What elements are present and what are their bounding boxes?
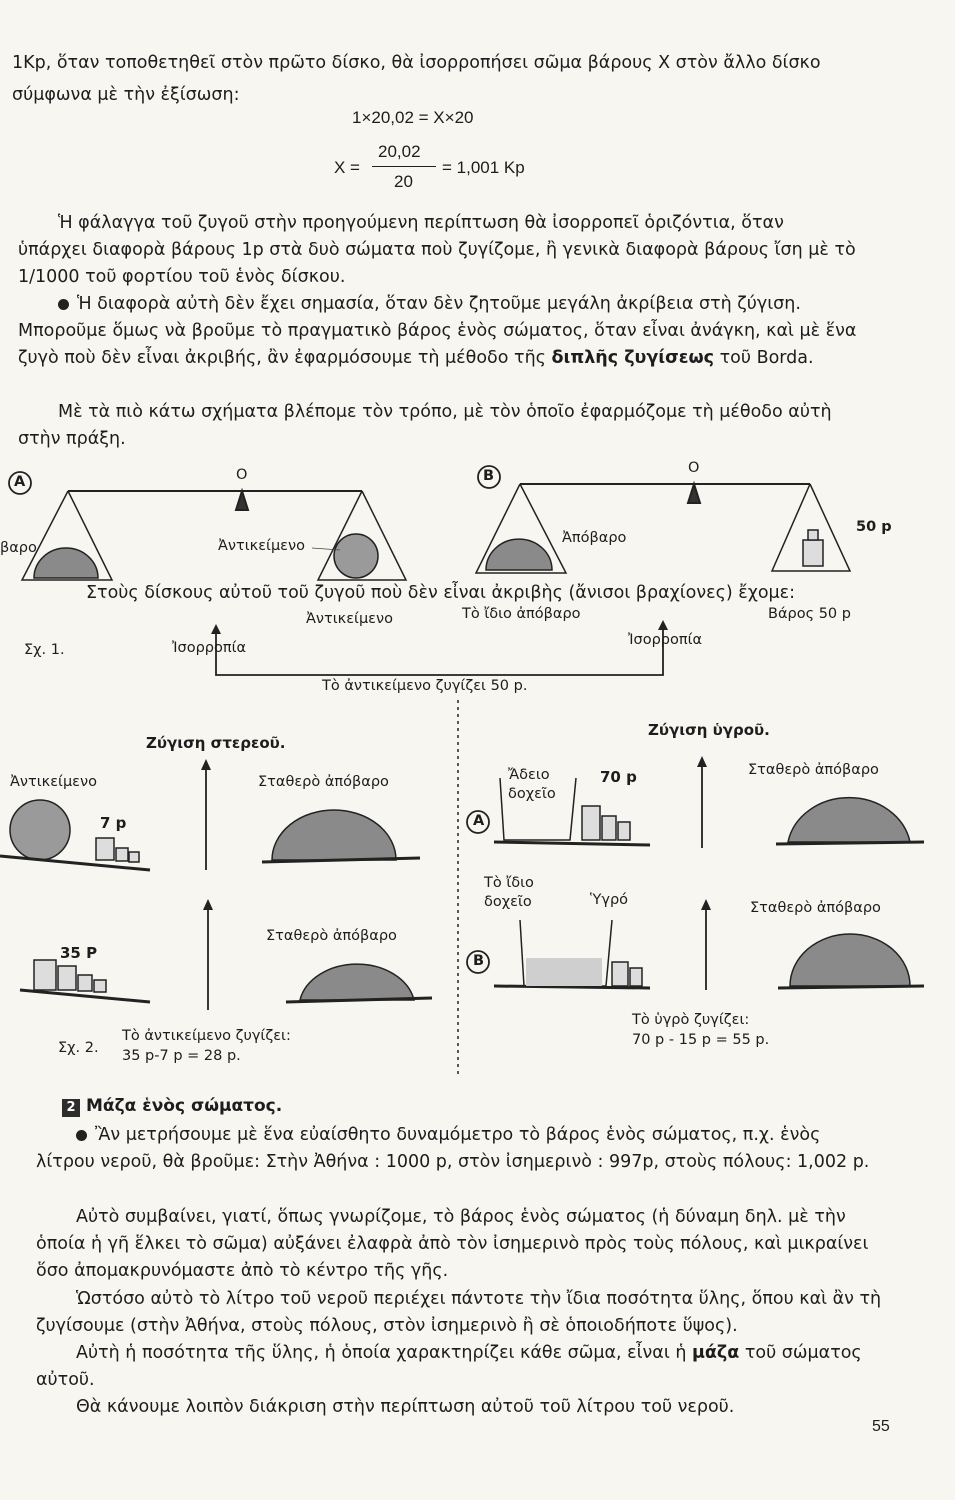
intro-line-2: σύμφωνα μὲ τὴν ἐξίσωση: [12, 85, 240, 105]
paragraph-gravity-explanation [36, 1204, 884, 1285]
paragraph-7-text: Αὐτὴ ἡ ποσότητα τῆς ὕλης, ἡ ὁποία χαρακτηρίζει κάθε σῶμα, εἶναι ἡ [76, 1343, 687, 1363]
paragraph-2-text: Ἡ διαφορὰ αὐτὴ δὲν ἔχει σημασία, ὅταν δὲν ζητοῦμε μεγάλη ἀκρίβεια στὴ ζύγιση. Μποροῦμε ὅμως νὰ βροῦμε τὸ πραγματικὸ βάρος ἑνὸς σώματος, ὅταν εἶναι ἀνάγκη, καὶ μὲ ἕνα ζυγὸ ποὺ δὲν εἶναι ἀκριβής, ἂν ἐφαρμόσουμε τὴ μέθοδο τῆς [18, 294, 857, 368]
equation-result: = 1,001 Kp [442, 158, 525, 177]
liquid-label: Ὑγρό [590, 892, 629, 908]
figure-1-sub-weight: Βάρος 50 p [768, 606, 851, 622]
balance-b-weight-50 [803, 540, 823, 566]
intro-line-1: 1Kp, ὅταν τοποθετηθεῖ στὸν πρῶτο δίσκο, θὰ ἰσορροπήσει σῶμα βάρους X στὸν ἄλλο δίσκο [12, 53, 821, 73]
liquid-container-label-2: δοχεῖο [484, 894, 532, 910]
paragraph-8-text: Θὰ κάνουμε λοιπὸν διάκριση στὴν περίπτωση αὐτοῦ τοῦ λίτρου τοῦ νεροῦ. [76, 1397, 735, 1417]
paragraph-6-text: Ὡστόσο αὐτὸ τὸ λίτρο τοῦ νεροῦ περιέχει πάντοτε τὴν ἴδια ποσότητα ὕλης, ὅπου καὶ ἂν τὴ ζυγίσουμε (στὴν Ἀθήνα, στοὺς πόλους, στὸν ἰσημερινὸ ἢ σὲ ὁποιοδήποτε ὕψος). [36, 1289, 882, 1336]
marker-a-label: A [14, 474, 26, 490]
pivot-a-label: O [236, 467, 248, 483]
equilibrium-right-label: Ἰσορροπία [628, 632, 703, 648]
solid-weighing-title: Ζύγιση στερεοῦ. [146, 734, 286, 752]
solid-result-line-1: Τὸ ἀντικείμενο ζυγίζει: [122, 1028, 291, 1044]
balance-b-weight-knob [808, 530, 818, 540]
liquid-tare-label-a: Σταθερὸ ἀπόβαρο [748, 762, 879, 778]
left-partial-label: βαρο [0, 540, 37, 556]
figure-1-caption: Στοὺς δίσκους αὐτοῦ τοῦ ζυγοῦ ποὺ δὲν εἶναι ἀκριβὴς (ἄνισοι βραχίονες) ἔχομε: [86, 583, 796, 603]
figure-1-conclusion: Τὸ ἀντικείμενο ζυγίζει 50 p. [322, 678, 528, 694]
solid-result-line-2: 35 p-7 p = 28 p. [122, 1048, 241, 1064]
solid-a-tare [272, 810, 396, 860]
liquid-marker-b: B [473, 953, 485, 969]
figure-1-sub-object: Ἀντικείμενο [306, 611, 393, 627]
solid-weight-35-label: 35 P [60, 944, 98, 962]
balance-a-fulcrum [236, 491, 248, 510]
paragraph-2-bold: διπλῆς ζυγίσεως [551, 348, 715, 368]
bullet-icon-2 [76, 1130, 87, 1141]
liquid-result-line-1: Τὸ ὑγρὸ ζυγίζει: [632, 1012, 750, 1028]
equilibrium-left-label: Ἰσορροπία [172, 640, 247, 656]
equation-numerator: 20,02 [378, 142, 421, 161]
figure-1-label: Σχ. 1. [24, 642, 65, 658]
paragraph-5-text: Αὐτὸ συμβαίνει, γιατί, ὅπως γνωρίζομε, τὸ βάρος ἑνὸς σώματος (ἡ δύναμη δηλ. μὲ τὴν ὁποία ἡ γῆ ἕλκει τὸ σῶμα) αὐξάνει ἐλαφρὰ ἀπὸ τὸν ἰσημερινὸ πρὸς τοὺς πόλους, καὶ μικραίνει ὅσο ἀπομακρυνόμαστε ἀπὸ τὸ κέντρο τῆς γῆς. [36, 1207, 869, 1281]
paragraph-4-text: Ἂν μετρήσουμε μὲ ἕνα εὐαίσθητο δυναμόμετρο τὸ βάρος ἑνὸς σώματος, π.χ. ἑνὸς λίτρου νεροῦ, θὰ βροῦμε: Στὴν Ἀθήνα : 1000 p, στὸν ἰσημερινὸ : 997p, στοὺς πόλους: 1,002 p. [36, 1125, 870, 1172]
section-2-heading [62, 1096, 282, 1117]
liquid-same-label: Τὸ ἴδιο [484, 875, 534, 891]
solid-tare-label-a: Σταθερὸ ἀπόβαρο [258, 774, 389, 790]
liquid-tare-label-b: Σταθερὸ ἀπόβαρο [750, 900, 881, 916]
tare-label: Ἀπόβαρο [562, 530, 627, 546]
paragraph-2-tail: τοῦ Borda. [719, 348, 814, 368]
liquid-weighing-title: Ζύγιση ὑγροῦ. [648, 721, 770, 739]
liquid-result-line-2: 70 p - 15 p = 55 p. [632, 1032, 770, 1048]
object-label: Ἀντικείμενο [218, 538, 305, 554]
figure-1-sub-tare: Τὸ ἴδιο ἀπόβαρο [462, 606, 581, 622]
figure-1-brackets [211, 620, 668, 675]
solid-a-object [10, 800, 70, 860]
paragraph-7-tail: τοῦ σώματος αὐτοῦ. [36, 1343, 862, 1390]
liquid-container-label: δοχεῖο [508, 786, 556, 802]
paragraph-distinction [36, 1394, 884, 1421]
solid-object-label: Ἀντικείμενο [10, 774, 97, 790]
paragraph-mass-definition [36, 1340, 884, 1394]
pivot-b-label: O [688, 460, 700, 476]
marker-b-label: B [483, 468, 495, 484]
section-2-number: 2 [62, 1099, 80, 1117]
page-number: 55 [872, 1418, 890, 1435]
liquid-empty-label: Ἄδειο [508, 767, 550, 783]
equation-lhs: X = [334, 158, 360, 177]
paragraph-1-text: Ἡ φάλαγγα τοῦ ζυγοῦ στὴν προηγούμενη περίπτωση θὰ ἰσορροπεῖ ὁριζόντια, ὅταν ὑπάρχει διαφορὰ βάρους 1p στὰ δυὸ σώματα ποὺ ζυγίζομε, ἢ γενικὰ διαφορὰ βάρους ἴση μὲ τὸ 1/1000 τοῦ φορτίου τοῦ ἑνὸς δίσκου. [18, 213, 856, 287]
balance-b-fulcrum [688, 484, 700, 503]
solid-tare-label-b: Σταθερὸ ἀπόβαρο [266, 928, 397, 944]
equation-denominator: 20 [394, 172, 413, 191]
section-2-title: Μάζα ἑνὸς σώματος. [86, 1096, 283, 1116]
liquid-marker-a: A [473, 813, 485, 829]
paragraph-3-text: Μὲ τὰ πιὸ κάτω σχήματα βλέπομε τὸν τρόπο, μὲ τὸν ὁποῖο ἐφαρμόζομε τὴ μέθοδο αὐτὴ στὴν πράξη. [18, 402, 832, 449]
balance-a-tare-dome [34, 548, 98, 578]
balance-a-object-ball [334, 534, 378, 578]
paragraph-matter-quantity [36, 1286, 884, 1340]
balance-b-tare-dome [486, 539, 552, 570]
figure-2-label: Σχ. 2. [58, 1040, 99, 1056]
weight-50-label: 50 p [856, 519, 892, 535]
equation-line-1: 1×20,02 = X×20 [352, 108, 474, 127]
liquid-weight-70-label: 70 p [600, 768, 637, 786]
paragraph-weight-measurement [36, 1122, 884, 1176]
solid-weight-7-label: 7 p [100, 814, 127, 832]
paragraph-7-bold: μάζα [692, 1343, 740, 1363]
